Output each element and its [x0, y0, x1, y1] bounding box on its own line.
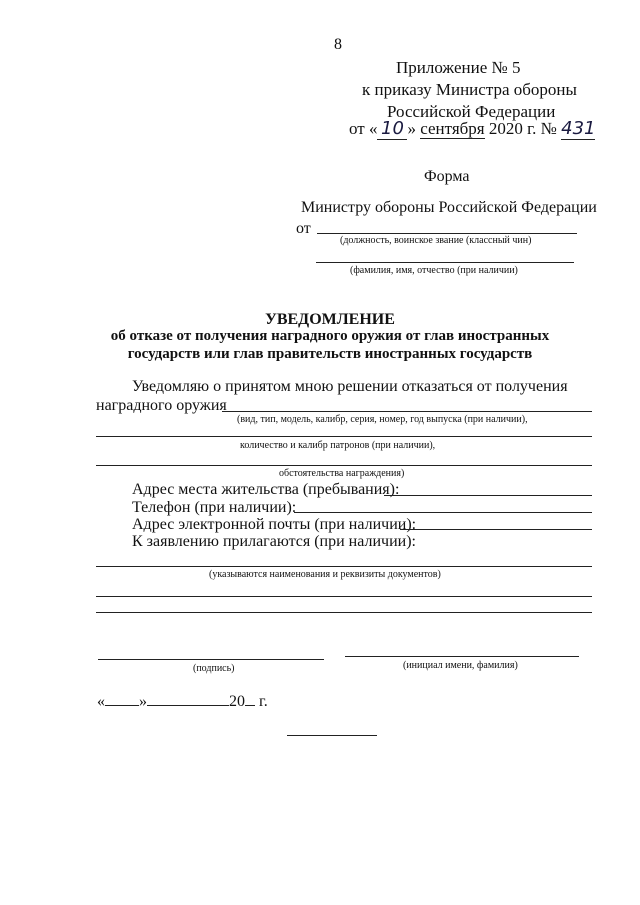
date-month: сентября — [420, 119, 485, 138]
closing-rule — [287, 735, 377, 736]
name-line — [316, 262, 574, 263]
docs-line-2 — [96, 596, 592, 597]
caption-sign: (подпись) — [193, 663, 235, 674]
date-open-quote: « — [97, 693, 105, 710]
caption-circumstances: обстоятельства награждения) — [279, 468, 405, 479]
order-number: 431 — [561, 118, 596, 139]
docs-line-3 — [96, 612, 592, 613]
date-year-prefix: 20 — [229, 693, 245, 710]
date-mid: » — [407, 119, 416, 138]
docs-line — [96, 566, 592, 567]
caption-ammo: количество и калибр патронов (при наличии), — [240, 440, 436, 451]
form-label: Форма — [424, 168, 470, 185]
appendix-line3: Российской Федерации — [387, 102, 556, 121]
addressee-to: Министру обороны Российской Федерации — [301, 199, 597, 216]
phone-line — [294, 512, 592, 513]
page-number: 8 — [334, 36, 342, 53]
para-line2: наградного оружия — [96, 397, 227, 414]
addressee-from-label: от — [296, 220, 311, 237]
appendix-line1: Приложение № 5 — [396, 58, 521, 77]
caption-docs: (указываются наименования и реквизиты документов) — [209, 569, 441, 580]
ammo-line — [96, 436, 592, 437]
position-line — [317, 233, 577, 234]
signature-line — [98, 659, 324, 660]
circumstances-line — [96, 465, 592, 466]
appendix-line2: к приказу Министра обороны — [362, 80, 577, 99]
date-year-blank — [245, 693, 255, 706]
caption-initials: (инициал имени, фамилия) — [403, 660, 518, 671]
date-line — [97, 693, 268, 711]
address-line — [384, 495, 592, 496]
address-label: Адрес места жительства (пребывания): — [132, 481, 400, 498]
phone-label: Телефон (при наличии): — [132, 499, 297, 516]
attach-label: К заявлению прилагаются (при наличии): — [132, 533, 416, 550]
caption-position: (должность, воинское звание (классный чин) — [340, 235, 532, 246]
date-day: 10 — [377, 118, 407, 140]
date-prefix: от « — [349, 119, 378, 138]
title-sub1: об отказе от получения наградного оружия от глав иностранных — [110, 328, 550, 344]
date-year: 2020 г. № — [488, 119, 557, 138]
title-sub2: государств или глав правительств иностранных государств — [127, 346, 533, 362]
weapon-line — [222, 411, 592, 412]
date-month-blank — [147, 693, 229, 706]
title-main: УВЕДОМЛЕНИЕ — [265, 311, 395, 328]
date-year-suffix: г. — [259, 693, 268, 710]
date-day-blank — [105, 693, 139, 706]
appendix-date — [349, 118, 595, 140]
caption-name: (фамилия, имя, отчество (при наличии) — [350, 265, 518, 276]
date-close-quote: » — [139, 693, 147, 710]
initials-line — [345, 656, 579, 657]
para-line1: Уведомляю о принятом мною решении отказаться от получения — [132, 378, 568, 395]
email-label: Адрес электронной почты (при наличии): — [132, 516, 417, 533]
caption-weapon: (вид, тип, модель, калибр, серия, номер, год выпуска (при наличии), — [237, 414, 528, 425]
email-line — [400, 529, 592, 530]
